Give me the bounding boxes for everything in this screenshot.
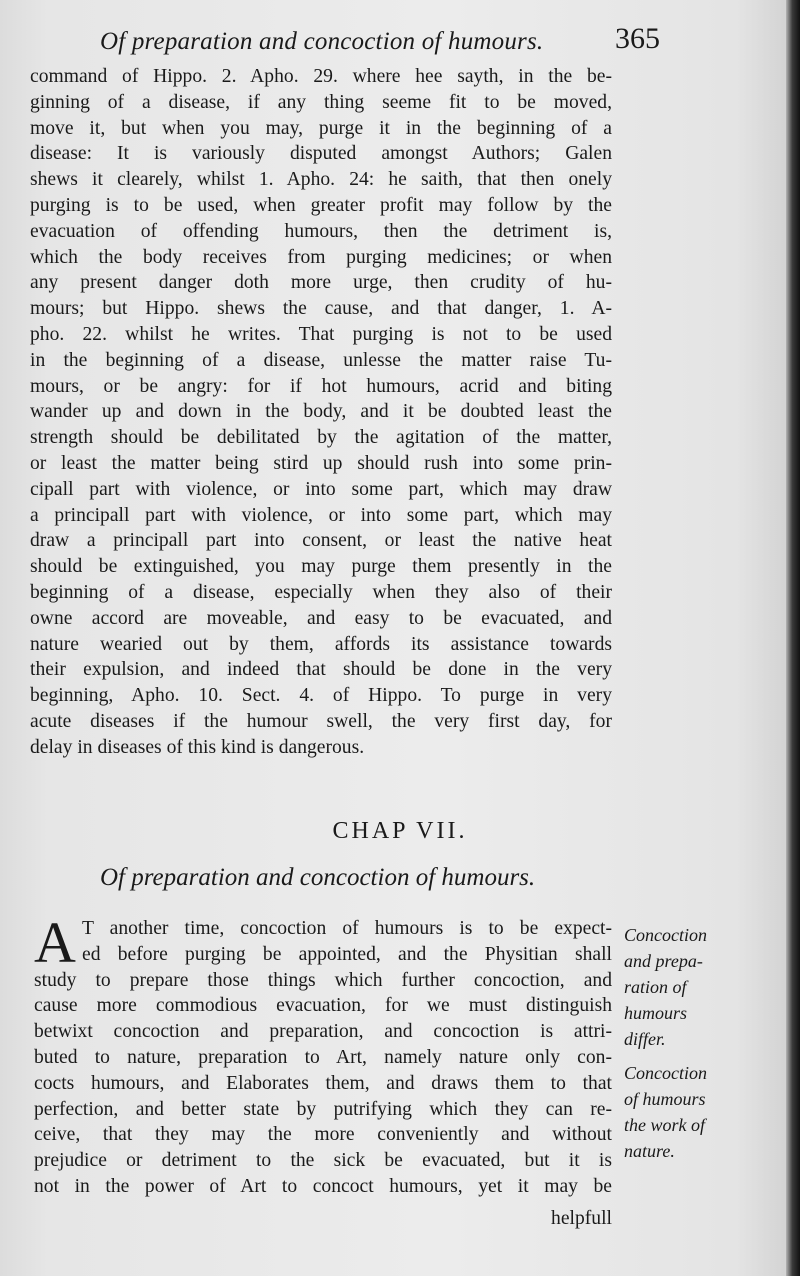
margin-note-line: differ. — [624, 1029, 666, 1049]
text-line: ceive, that they may the more conveniently and without — [34, 1124, 612, 1146]
body-text — [30, 64, 612, 761]
margin-note-line: ration of — [624, 977, 687, 997]
text-line: prejudice or detriment to the sick be evacuated, but it is — [34, 1150, 612, 1172]
margin-note-line: of humours — [624, 1089, 706, 1109]
text-line: a principall part with violence, or into some part, which may — [30, 504, 612, 526]
text-line: disease: It is variously disputed amongst Authors; Galen — [30, 143, 612, 165]
text-line: strength should be debilitated by the agitation of the matter, — [30, 427, 612, 449]
text-line: acute diseases if the humour swell, the very first day, for — [30, 710, 612, 732]
running-head: Of preparation and concoction of humours. — [100, 28, 544, 55]
chapter-body-text — [34, 910, 612, 1200]
text-line: owne accord are moveable, and easy to be evacuated, and — [30, 607, 612, 629]
text-line: move it, but when you may, purge it in the beginning of a — [30, 117, 612, 139]
text-line: wander up and down in the body, and it be doubted least the — [30, 401, 612, 423]
text-line: mours, or be angry: for if hot humours, acrid and biting — [30, 375, 612, 397]
page-number: 365 — [615, 22, 660, 55]
text-line: perfection, and better state by putrifying which they can re- — [34, 1098, 612, 1120]
text-line: their expulsion, and indeed that should be done in the very — [30, 659, 612, 681]
margin-note-line: nature. — [624, 1141, 675, 1161]
text-line: any present danger doth more urge, then crudity of hu- — [30, 272, 612, 294]
text-line: shews it clearely, whilst 1. Apho. 24: he saith, that then onely — [30, 169, 612, 191]
text-line: ginning of a disease, if any thing seeme fit to be moved, — [30, 91, 612, 113]
chapter-heading: CHAP VII. — [332, 818, 468, 844]
text-line: cocts humours, and Elaborates them, and draws them to that — [34, 1072, 612, 1094]
text-line: evacuation of offending humours, then the detriment is, — [30, 220, 612, 242]
text-line: beginning, Apho. 10. Sect. 4. of Hippo. To purge in very — [30, 685, 612, 707]
chapter-subtitle: Of preparation and concoction of humours. — [100, 864, 536, 891]
margin-notes — [624, 922, 780, 1164]
text-line: purging is to be used, when greater profit may follow by the — [30, 194, 612, 216]
margin-note-line: Concoction — [624, 1063, 707, 1083]
margin-note-line: the work of — [624, 1115, 705, 1135]
text-line: which the body receives from purging medicines; or when — [30, 246, 612, 268]
margin-note-line: Concoction — [624, 925, 707, 945]
text-line: cipall part with violence, or into some part, which may draw — [30, 478, 612, 500]
text-line: T another time, concoction of humours is to be expect- — [82, 918, 612, 939]
text-line: should be extinguished, you may purge them presently in the — [30, 556, 612, 578]
text-line: ed before purging be appointed, and the Physitian shall — [82, 943, 612, 965]
binding-gutter — [786, 0, 800, 1276]
text-line: cause more commodious evacuation, for we must distinguish — [34, 995, 612, 1017]
text-line: command of Hippo. 2. Apho. 29. where hee sayth, in the be- — [30, 66, 612, 87]
margin-spacer — [624, 1052, 780, 1060]
text-line: not in the power of Art to concoct humours, yet it may be — [34, 1175, 612, 1197]
drop-cap: A — [34, 910, 76, 975]
text-line: in the beginning of a disease, unlesse the matter raise Tu- — [30, 349, 612, 371]
text-line: buted to nature, preparation to Art, namely nature only con- — [34, 1046, 612, 1068]
text-line: betwixt concoction and preparation, and concoction is attri- — [34, 1021, 612, 1043]
text-line: delay in diseases of this kind is dangerous. — [30, 736, 365, 758]
text-line: draw a principall part into consent, or least the native heat — [30, 530, 612, 552]
text-line: mours; but Hippo. shews the cause, and that danger, 1. A- — [30, 298, 612, 320]
margin-note-line: and prepa- — [624, 951, 703, 971]
text-line: pho. 22. whilst he writes. That purging is not to be used — [30, 323, 612, 345]
page-header — [100, 22, 660, 66]
text-line: nature wearied out by them, affords its assistance towards — [30, 633, 612, 655]
catchword: helpfull — [551, 1208, 612, 1229]
text-line: or least the matter being stird up should rush into some prin- — [30, 452, 612, 474]
margin-note-line: humours — [624, 1003, 688, 1023]
text-line: beginning of a disease, especially when they also of their — [30, 581, 612, 603]
text-line: study to prepare those things which further concoction, and — [34, 969, 612, 991]
